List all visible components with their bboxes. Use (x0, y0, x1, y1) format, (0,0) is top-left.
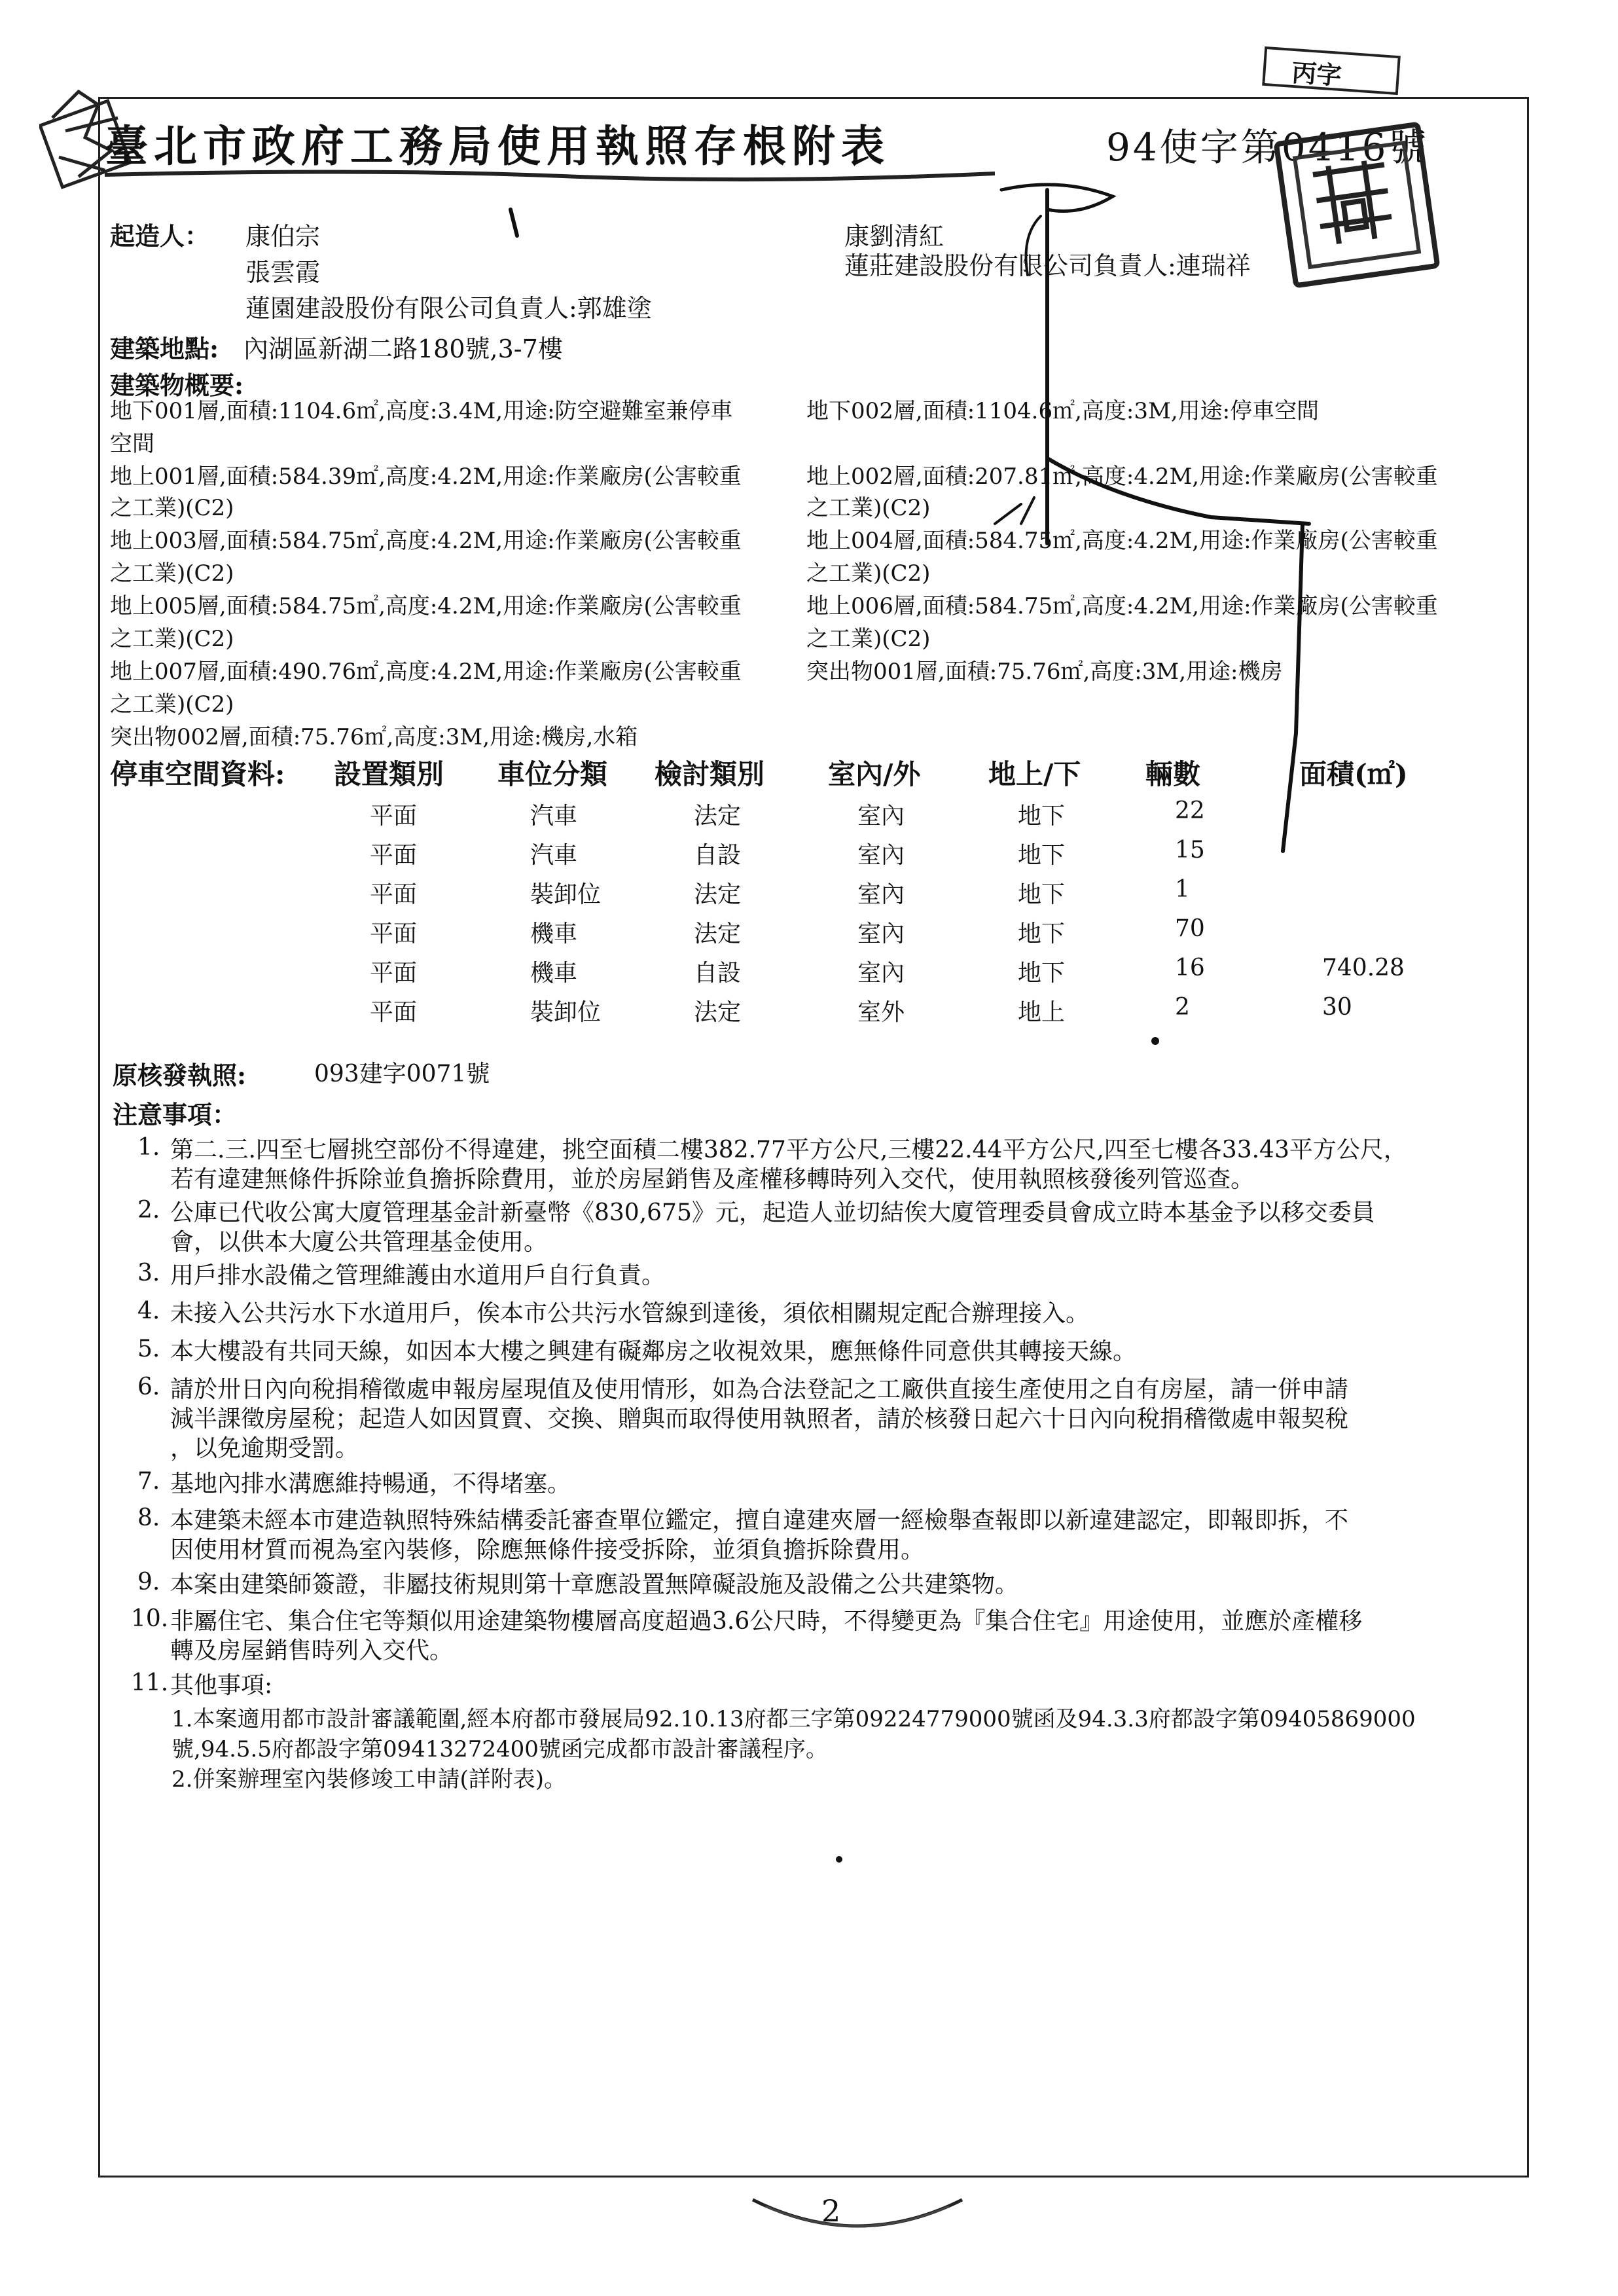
parking-col-header: 面積(㎡) (1299, 758, 1408, 790)
parking-cell: 1 (1175, 876, 1190, 903)
parking-cell: 30 (1322, 994, 1352, 1021)
parking-cell: 平面 (370, 881, 418, 908)
note-number: 5. (137, 1336, 160, 1362)
parking-cell: 自設 (694, 842, 742, 869)
parking-cell: 室內 (857, 881, 905, 908)
parking-cell: 裝卸位 (530, 999, 602, 1026)
overview-left-line: 地上001層,面積:584.39㎡,高度:4.2M,用途:作業廠房(公害較重 (110, 464, 742, 490)
note-line: 非屬住宅、集合住宅等類似用途建築物樓層高度超過3.6公尺時，不得變更為『集合住宅』用途使用，並應於產權移 (170, 1608, 1363, 1635)
note-line: 減半課徵房屋稅；起造人如因買賣、交換、贈與而取得使用執照者，請於核發日起六十日內向稅捐稽徵處申報契稅 (170, 1406, 1349, 1432)
overview-right-line: 突出物001層,面積:75.76㎡,高度:3M,用途:機房 (806, 659, 1283, 685)
sub-note-line: 2.併案辦理室內裝修竣工申請(詳附表)。 (171, 1766, 566, 1793)
title-underline (105, 167, 995, 187)
applicant-right-2: 蓮莊建設股份有限公司負責人:連瑞祥 (844, 251, 1251, 280)
parking-cell: 平面 (370, 960, 418, 987)
overview-right-line: 之工業)(C2) (806, 495, 931, 521)
parking-cell: 室內 (857, 960, 905, 987)
footer-page-seal (746, 2187, 969, 2246)
parking-cell: 機車 (530, 960, 578, 987)
overview-right-line: 之工業)(C2) (806, 560, 931, 587)
parking-col-header: 輛數 (1145, 758, 1201, 790)
note-number: 3. (137, 1260, 160, 1286)
page-title: 臺北市政府工務局使用執照存根附表 (105, 120, 890, 172)
note-number: 11. (131, 1669, 169, 1696)
overview-label: 建築物概要: (110, 371, 244, 400)
note-line: 本建築未經本市建造執照特殊結構委託審查單位鑑定，擅自違建夾層一經檢舉查報即以新違建認定，即報即拆，不 (170, 1507, 1349, 1534)
parking-cell: 平面 (370, 920, 418, 947)
sub-note-line: 1.本案適用都市設計審議範圍,經本府都市發展局92.10.13府都三字第09224779000號函及94.3.3府都設字第09405869000 (171, 1706, 1416, 1732)
parking-cell: 室內 (857, 842, 905, 869)
note-line: 因使用材質而視為室內裝修，除應無條件接受拆除，並須負擔拆除費用。 (170, 1537, 925, 1563)
document-number: 94使字第0416號 (1106, 125, 1429, 170)
note-line: 未接入公共污水下水道用戶，俟本市公共污水管線到達後，須依相關規定配合辦理接入。 (170, 1300, 1090, 1327)
parking-cell: 平面 (370, 803, 418, 829)
site-label: 建築地點: (110, 334, 219, 363)
parking-cell: 地下 (1018, 881, 1066, 908)
parking-cell: 平面 (370, 842, 418, 869)
parking-cell: 法定 (694, 999, 742, 1026)
overview-left-line: 之工業)(C2) (110, 691, 234, 718)
overview-right-line: 地上002層,面積:207.81㎡,高度:4.2M,用途:作業廠房(公害較重 (806, 464, 1438, 490)
parking-col-header: 室內/外 (828, 758, 921, 790)
parking-cell: 地上 (1018, 999, 1066, 1026)
parking-cell: 汽車 (530, 842, 578, 869)
parking-cell: 地下 (1018, 960, 1066, 987)
applicant-left-2: 張雲霞 (245, 258, 321, 287)
overview-right-line: 地上004層,面積:584.75㎡,高度:4.2M,用途:作業廠房(公害較重 (806, 528, 1438, 554)
note-number: 9. (137, 1569, 160, 1595)
seal-glyph-icon (1301, 151, 1405, 254)
parking-cell: 機車 (530, 920, 578, 947)
overview-right-line: 地上006層,面積:584.75㎡,高度:4.2M,用途:作業廠房(公害較重 (806, 593, 1438, 619)
parking-cell: 室外 (857, 999, 905, 1026)
parking-cell: 汽車 (530, 803, 578, 829)
parking-cell: 地下 (1018, 920, 1066, 947)
applicant-left-1: 康伯宗 (245, 222, 321, 251)
parking-cell: 法定 (694, 803, 742, 829)
original-permit-value: 093建字0071號 (314, 1061, 490, 1087)
applicant-left-3: 蓮園建設股份有限公司負責人:郭雄塗 (245, 294, 652, 323)
parking-cell: 室內 (857, 920, 905, 947)
note-number: 6. (137, 1374, 160, 1400)
parking-cell: 740.28 (1322, 955, 1405, 981)
original-permit-label: 原核發執照: (113, 1061, 247, 1090)
overview-right-line: 之工業)(C2) (806, 626, 931, 652)
note-line: 本案由建築師簽證，非屬技術規則第十章應設置無障礙設施及設備之公共建築物。 (170, 1571, 1019, 1598)
overview-left-line: 之工業)(C2) (110, 560, 234, 587)
notes-label: 注意事項： (113, 1100, 238, 1129)
note-line: 本大樓設有共同天線，如因本大樓之興建有礙鄰房之收視效果，應無條件同意供其轉接天線。 (170, 1338, 1137, 1365)
overview-right-line: 地下002層,面積:1104.6㎡,高度:3M,用途:停車空間 (806, 398, 1320, 424)
note-number: 10. (131, 1605, 169, 1632)
parking-cell: 地下 (1018, 803, 1066, 829)
sub-note-line: 號,94.5.5府都設字第09413272400號函完成都市設計審議程序。 (171, 1736, 828, 1762)
note-line: 請於卅日內向稅捐稽徵處申報房屋現值及使用情形，如為合法登記之工廠供直接生產使用之自有房屋，請一併申請 (170, 1376, 1349, 1403)
note-number: 7. (137, 1468, 160, 1495)
note-number: 2. (137, 1197, 160, 1224)
parking-cell: 2 (1175, 994, 1190, 1021)
parking-col-header: 地上/下 (988, 758, 1081, 790)
top-stamp (1262, 46, 1401, 95)
note-line: 第二.三.四至七層挑空部份不得違建，挑空面積二樓382.77平方公尺,三樓22.44平方公尺,四至七樓各33.43平方公尺， (170, 1137, 1407, 1163)
parking-cell: 自設 (694, 960, 742, 987)
parking-cell: 平面 (370, 999, 418, 1026)
parking-cell: 裝卸位 (530, 881, 602, 908)
note-line: ，以免逾期受罰。 (170, 1435, 359, 1462)
note-number: 8. (137, 1504, 160, 1531)
overview-left-line: 突出物002層,面積:75.76㎡,高度:3M,用途:機房,水箱 (110, 724, 638, 750)
site-value: 內湖區新湖二路180號,3-7樓 (243, 335, 563, 363)
parking-cell: 地下 (1018, 842, 1066, 869)
note-line: 用戶排水設備之管理維護由水道用戶自行負責。 (170, 1262, 666, 1289)
parking-cell: 室內 (857, 803, 905, 829)
note-line: 會，以供本大廈公共管理基金使用。 (170, 1229, 548, 1256)
applicant-right-1: 康劉清紅 (844, 222, 944, 251)
overview-left-line: 地下001層,面積:1104.6㎡,高度:3.4M,用途:防空避難室兼停車 (110, 398, 733, 424)
note-line: 若有違建無條件拆除並負擔拆除費用，並於房屋銷售及產權移轉時列入交代，使用執照核發後列管巡查。 (170, 1166, 1255, 1193)
note-line: 基地內排水溝應維持暢通，不得堵塞。 (170, 1470, 571, 1497)
parking-col-header: 設置類別 (334, 758, 444, 790)
parking-col-header: 車位分類 (497, 758, 608, 790)
parking-cell: 法定 (694, 920, 742, 947)
overview-left-line: 之工業)(C2) (110, 495, 234, 521)
parking-label: 停車空間資料: (110, 758, 285, 790)
overview-left-line: 空間 (110, 431, 154, 457)
note-line: 轉及房屋銷售時列入交代。 (170, 1637, 454, 1664)
overview-left-line: 地上007層,面積:490.76㎡,高度:4.2M,用途:作業廠房(公害較重 (110, 659, 742, 685)
parking-cell: 15 (1175, 837, 1205, 864)
note-line: 其他事項: (170, 1672, 273, 1699)
parking-col-header: 檢討類別 (655, 758, 765, 790)
top-stamp-text: 丙字 (1291, 57, 1343, 91)
overview-left-line: 之工業)(C2) (110, 626, 234, 652)
note-number: 1. (137, 1134, 160, 1161)
note-line: 公庫已代收公寓大廈管理基金計新臺幣《830,675》元，起造人並切結俟大廈管理委員會成立時本基金予以移交委員 (170, 1199, 1375, 1226)
parking-cell: 法定 (694, 881, 742, 908)
official-seal-stamp (1273, 121, 1440, 288)
overview-left-line: 地上005層,面積:584.75㎡,高度:4.2M,用途:作業廠房(公害較重 (110, 593, 742, 619)
parking-cell: 22 (1175, 797, 1205, 824)
note-number: 4. (137, 1298, 160, 1324)
parking-cell: 16 (1175, 955, 1205, 981)
overview-left-line: 地上003層,面積:584.75㎡,高度:4.2M,用途:作業廠房(公害較重 (110, 528, 742, 554)
applicant-label: 起造人： (110, 221, 210, 251)
page-number: 2 (821, 2193, 841, 2229)
parking-cell: 70 (1175, 915, 1205, 942)
